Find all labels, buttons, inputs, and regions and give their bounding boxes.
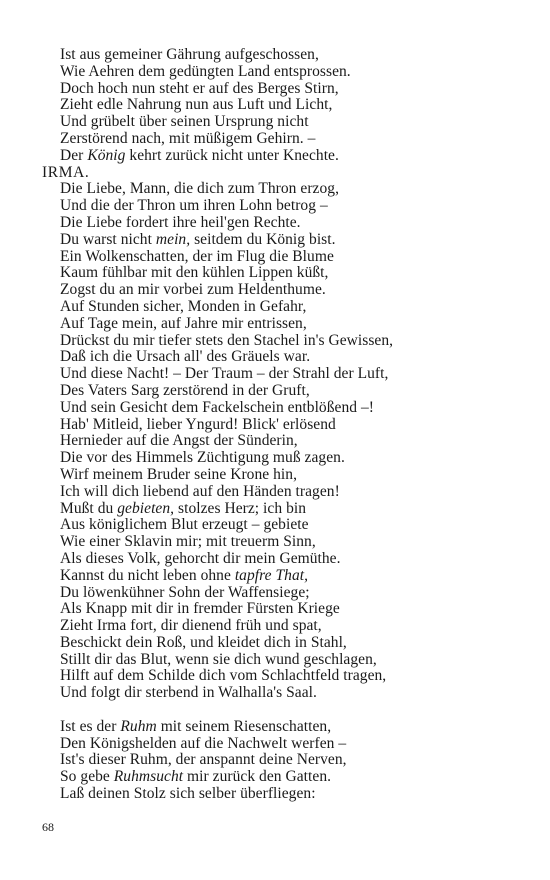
verse-segment: Wie Aehren dem gedüngten Land entsprossen. [60, 62, 351, 80]
verse-line [42, 299, 522, 316]
verse-segment: Zogst du an mir vorbei zum Heldenthume. [60, 281, 326, 299]
verse-line [42, 131, 522, 148]
verse-segment: mir zurück den Gatten. [183, 768, 332, 786]
verse-line [42, 517, 522, 534]
emphasized-word: König [87, 146, 126, 164]
verse-segment: seitdem du König bist. [190, 230, 336, 248]
verse-line [42, 316, 522, 333]
verse-segment: Doch hoch nun steht er auf des Berges Stirn, [60, 79, 339, 97]
verse-segment: Zieht Irma fort, dir dienend früh und spat, [60, 617, 322, 635]
verse-line [42, 534, 522, 551]
verse-segment: Mußt du [60, 499, 118, 517]
verse-segment: Drückst du mir tiefer stets den Stachel in's Gewissen, [60, 331, 394, 349]
verse-segment: Den Königshelden auf die Nachwelt werfen – [60, 734, 347, 752]
verse-line [42, 417, 522, 434]
verse-segment: Aus königlichem Blut erzeugt – gebiete [60, 516, 309, 534]
verse-line [42, 97, 522, 114]
verse-segment: Und folgt dir sterbend in Walhalla's Saal. [60, 684, 317, 702]
verse-segment: Ist es der [60, 717, 121, 735]
verse-line [42, 551, 522, 568]
verse-segment: Ist's dieser Ruhm, der anspannt deine Nerven, [60, 751, 347, 769]
verse-segment: Und sein Gesicht dem Fackelschein entblößend –! [60, 398, 374, 416]
verse-line [42, 685, 522, 702]
verse-segment: mit seinem Riesenschatten, [156, 717, 332, 735]
verse-line [42, 400, 522, 417]
verse-line [42, 467, 522, 484]
verse-segment: Du löwenkühner Sohn der Waffensiege; [60, 583, 310, 601]
verse-line [42, 81, 522, 98]
verse-line [42, 383, 522, 400]
verse-line [42, 668, 522, 685]
emphasized-word: gebieten, [117, 499, 175, 517]
verse-segment: Du warst nicht [60, 230, 156, 248]
verse-segment: Laß deinen Stolz sich selber überfliegen: [60, 785, 316, 803]
verse-line [42, 769, 522, 786]
verse-line [42, 333, 522, 350]
verse-segment: Beschickt dein Roß, und kleidet dich in Stahl, [60, 633, 347, 651]
verse-segment: Ein Wolkenschatten, der im Flug die Blume [60, 247, 334, 265]
verse-segment: Stillt dir das Blut, wenn sie dich wund geschlagen, [60, 650, 377, 668]
verse-segment: Der [60, 146, 88, 164]
verse-line [42, 484, 522, 501]
emphasized-word: Ruhmsucht [113, 768, 184, 786]
emphasized-word: mein, [155, 230, 191, 248]
verse-segment: Und grübelt über seinen Ursprung nicht [60, 113, 309, 131]
verse-segment: Die vor des Himmels Züchtigung muß zagen. [60, 449, 345, 467]
emphasized-word: tapfre That, [234, 566, 309, 584]
verse-line [42, 501, 522, 518]
verse-segment: Hab' Mitleid, lieber Yngurd! Blick' erlösend [60, 415, 336, 433]
verse-line [42, 786, 522, 803]
verse-segment: Hilft auf dem Schilde dich vom Schlachtfeld tragen, [60, 667, 387, 685]
verse-segment: Kaum fühlbar mit den kühlen Lippen küßt, [60, 264, 329, 282]
page-number: 68 [42, 820, 54, 834]
verse-line [42, 652, 522, 669]
verse-line [42, 64, 522, 81]
verse-line [42, 635, 522, 652]
verse-line [42, 719, 522, 736]
verse-segment: Daß ich die Ursach all' des Gräuels war. [60, 348, 311, 366]
verse-line [42, 433, 522, 450]
verse-segment: IRMA. [42, 163, 90, 181]
verse-line [42, 366, 522, 383]
verse-line [42, 601, 522, 618]
verse-line [42, 752, 522, 769]
verse-line [42, 349, 522, 366]
verse-segment: Als Knapp mit dir in fremder Fürsten Kriege [60, 600, 340, 618]
verse-line [42, 618, 522, 635]
verse-segment: Die Liebe, Mann, die dich zum Thron erzog, [60, 180, 340, 198]
verse-line [42, 114, 522, 131]
verse-line [42, 249, 522, 266]
emphasized-word: Ruhm [120, 717, 157, 735]
verse-line [42, 736, 522, 753]
verse-segment: So gebe [60, 768, 114, 786]
verse-line [42, 282, 522, 299]
verse-line [42, 265, 522, 282]
verse-segment: stolzes Herz; ich bin [174, 499, 307, 517]
verse-line [42, 585, 522, 602]
verse-segment: Und diese Nacht! – Der Traum – der Strahl der Luft, [60, 365, 389, 383]
verse-line [42, 198, 522, 215]
speaker-name [42, 165, 522, 182]
verse-line [42, 450, 522, 467]
verse-line [42, 232, 522, 249]
verse-segment: Ist aus gemeiner Gährung aufgeschossen, [60, 46, 319, 63]
verse-segment: Hernieder auf die Angst der Sünderin, [60, 432, 298, 450]
verse-segment: kehrt zurück nicht unter Knechte. [125, 146, 339, 164]
verse-segment: Ich will dich liebend auf den Händen tragen! [60, 482, 340, 500]
verse-segment: Die Liebe fordert ihre heil'gen Rechte. [60, 213, 301, 231]
verse-text-block [42, 47, 522, 803]
verse-segment: Des Vaters Sarg zerstörend in der Gruft, [60, 381, 310, 399]
verse-segment: Zieht edle Nahrung nun aus Luft und Licht, [60, 96, 333, 114]
verse-segment: Auf Stunden sicher, Monden in Gefahr, [60, 297, 307, 315]
verse-segment: Kannst du nicht leben ohne [60, 566, 235, 584]
stanza-break [42, 702, 522, 719]
verse-line [42, 181, 522, 198]
verse-line [42, 568, 522, 585]
verse-segment: Zerstörend nach, mit müßigem Gehirn. – [60, 129, 316, 147]
verse-segment: Und die der Thron um ihren Lohn betrog – [60, 197, 328, 215]
verse-line [42, 47, 522, 64]
verse-segment: Als dieses Volk, gehorcht dir mein Gemüthe. [60, 549, 341, 567]
verse-segment: Wie einer Sklavin mir; mit treuerm Sinn, [60, 533, 316, 551]
verse-segment: Auf Tage mein, auf Jahre mir entrissen, [60, 314, 307, 332]
verse-line [42, 148, 522, 165]
verse-line [42, 215, 522, 232]
verse-segment: Wirf meinem Bruder seine Krone hin, [60, 465, 297, 483]
